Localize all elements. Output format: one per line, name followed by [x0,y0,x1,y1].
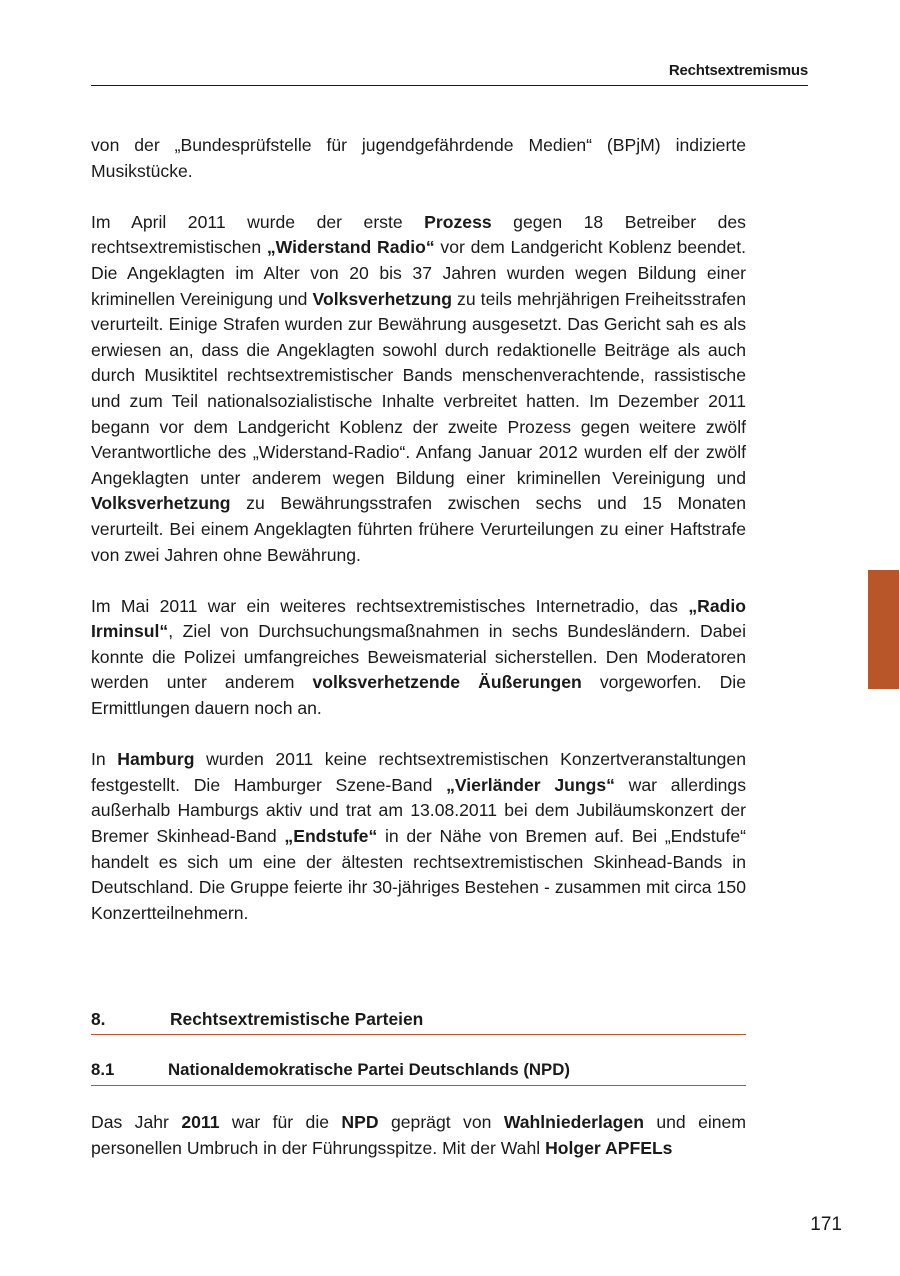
text-run: vorgeworfen. Die Ermittlungen dauern noch an. [91,672,746,719]
bold-term: Volksverhetzung [312,288,452,309]
bold-term: Holger APFELs [545,1137,673,1158]
bold-term: 2011 [181,1112,220,1132]
npd-paragraph-block [91,1110,746,1161]
text-run: und einem personellen Umbruch in der Führungsspitze. Mit der Wahl [91,1112,746,1158]
chapter-tab-marker [868,570,899,689]
text-run: zu teils mehrjährigen Freiheitsstrafen verurteilt. Einige Strafen wurden zur Bewährung ausgesetzt. Das Gericht sah es als erwiesen an, dass die Angeklagten sowohl durch redaktionelle Beiträge als auch durch Musiktitel rechtsextremistischer Bands menschenverachtende, rassistische und zum Teil nationalsozialistische Inhalte verbreitet hatten. Im Dezember 2011 begann vor dem Landgericht Koblenz der zweite Prozess gegen weitere zwölf Verantwortliche des „Widerstand-Radio“. Anfang Januar 2012 wurden elf der zwölf Angeklagten unter anderem wegen Bildung einer kriminellen Vereinigung und [91,288,746,488]
text-run: in der Nähe von Bremen auf. Bei „Endstufe“ handelt es sich um eine der ältesten rechtsextremistischen Skinhead-Bands in Deutschland. Die Gruppe feierte ihr 30-jähriges Bestehen - zusammen mit circa 150 Konzertteilnehmern. [91,826,746,923]
section-heading-8 [91,1008,746,1035]
bold-term: Wahlniederlagen [503,1112,644,1132]
text-run: In [91,749,118,770]
bold-term: Volksverhetzung [91,493,231,514]
text-run: war für die [219,1112,342,1132]
text-run: Im Mai 2011 war ein weiteres rechtsextremistisches Internetradio, das [91,595,689,616]
paragraph [91,747,746,926]
text-run: vor dem Landgericht Koblenz beendet. Die Angeklagten im Alter von 20 bis 37 Jahren wurden wegen Bildung einer kriminellen Vereinigung und [91,237,746,309]
running-head-title: Rechtsextremismus [668,62,808,79]
text-run: Im April 2011 wurde der erste [91,211,425,232]
bold-term: „Radio Irminsul“ [91,595,746,642]
bold-term: „Widerstand Radio“ [266,237,435,258]
paragraph [91,133,746,184]
bold-term: Hamburg [117,749,195,770]
text-run: zu Bewährungsstrafen zwischen sechs und 15 Monaten verurteilt. Bei einem Angeklagten führten frühere Verurteilungen zu einer Haftstrafe von zwei Jahren ohne Bewährung. [91,493,746,565]
section-number: 8. [91,1009,106,1029]
text-run: wurden 2011 keine rechtsextremistischen Konzertveranstaltungen festgestellt. Die Hamburger Szene-Band [91,749,746,795]
text-run: war allerdings außerhalb Hamburgs aktiv und trat am 13.08.2011 bei dem Jubiläumskonzert der Bremer Skinhead-Band [91,774,747,847]
text-run: , Ziel von Durchsuchungsmaßnahmen in sechs Bundesländern. Dabei konnte die Polizei umfangreiches Beweismaterial sicherstellen. Den Moderatoren werden unter anderem [91,621,746,693]
paragraph [91,594,746,722]
subsection-number: 8.1 [91,1060,115,1079]
text-run: geprägt von [378,1112,504,1132]
bold-term: Prozess [424,211,492,232]
paragraph [91,210,746,568]
text-run: von der „Bundesprüfstelle für jugendgefährdende Medien“ (BPjM) indizierte Musikstücke. [91,135,746,181]
page-number: 171 [810,1214,842,1235]
bold-term: „Endstufe“ [284,826,378,847]
text-run: gegen 18 Betreiber des rechtsextremistischen [91,211,746,258]
running-head [91,61,808,86]
body-text [91,133,746,926]
text-run: Das Jahr [91,1112,182,1132]
section-heading-8-1 [91,1059,746,1086]
bold-term: volksverhetzende Äußerungen [312,672,582,693]
bold-term: NPD [341,1112,379,1132]
npd-paragraph [91,1110,746,1161]
bold-term: „Vierländer Jungs“ [446,774,615,795]
subsection-title: Nationaldemokratische Partei Deutschlands (NPD) [168,1060,570,1079]
section-title: Rechtsextremistische Parteien [170,1009,424,1029]
